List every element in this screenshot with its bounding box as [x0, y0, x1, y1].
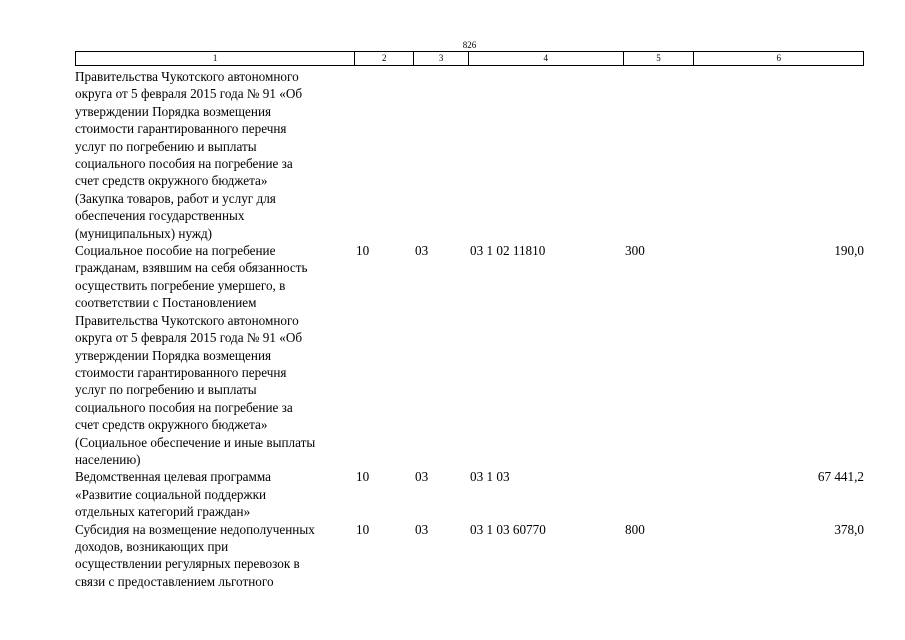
expense-type-code — [624, 68, 695, 242]
subsection-code: 03 — [415, 243, 429, 259]
amount-value: 67 441,2 — [817, 469, 864, 485]
description-line: (муниципальных) нужд) — [75, 225, 213, 241]
description-line: стоимости гарантированного перечня — [75, 121, 287, 137]
description-line: обеспечения государственных — [75, 208, 245, 224]
description-line: услуг по погребению и выплаты — [75, 382, 257, 398]
row-description — [75, 242, 355, 468]
description-line: осуществлении регулярных перевозок в — [75, 556, 300, 572]
table-row — [75, 242, 864, 468]
table-body — [75, 68, 864, 590]
description-line: (Закупка товаров, работ и услуг для — [75, 190, 276, 206]
description-line: Социальное пособие на погребение — [75, 243, 276, 259]
table-row — [75, 468, 864, 520]
target-article-code: 03 1 02 11810 — [470, 243, 546, 259]
description-line: доходов, возникающих при — [75, 538, 229, 554]
subsection-code: 03 — [415, 521, 429, 537]
description-line: соответствии с Постановлением — [75, 295, 257, 311]
description-line: населению) — [75, 451, 141, 467]
amount-value: 378,0 — [834, 521, 864, 537]
description-line: «Развитие социальной поддержки — [75, 486, 267, 502]
subsection-code — [414, 68, 469, 242]
expense-type-code — [624, 468, 695, 520]
section-code — [355, 68, 414, 242]
description-line: Субсидия на возмещение недополученных — [75, 521, 315, 537]
description-line: счет средств окружного бюджета» — [75, 417, 268, 433]
amount-value — [695, 68, 864, 242]
description-line: услуг по погребению и выплаты — [75, 138, 257, 154]
expense-type-code: 800 — [625, 521, 645, 537]
description-line: Правительства Чукотского автономного — [75, 312, 299, 328]
header-col-3: 3 — [414, 52, 469, 65]
description-line: Правительства Чукотского автономного — [75, 69, 299, 84]
header-col-2: 2 — [355, 52, 414, 65]
table-row — [75, 68, 864, 242]
section-code: 10 — [356, 521, 370, 537]
description-line: утверждении Порядка возмещения — [75, 103, 272, 119]
target-article-code: 03 1 03 — [470, 469, 510, 485]
description-line: осуществить погребение умершего, в — [75, 277, 286, 293]
description-line: гражданам, взявшим на себя обязанность — [75, 260, 308, 276]
description-line: стоимости гарантированного перечня — [75, 364, 287, 380]
table-row — [75, 521, 864, 591]
header-col-4: 4 — [469, 52, 624, 65]
header-col-5: 5 — [624, 52, 695, 65]
expense-type-code: 300 — [625, 243, 645, 259]
description-line: утверждении Порядка возмещения — [75, 347, 272, 363]
target-article-code — [469, 68, 624, 242]
description-line: Ведомственная целевая программа — [75, 469, 271, 485]
target-article-code: 03 1 03 60770 — [470, 521, 546, 537]
subsection-code: 03 — [415, 469, 429, 485]
section-code: 10 — [356, 243, 370, 259]
table-header-row — [75, 51, 864, 66]
row-description — [75, 468, 355, 520]
description-line: социального пособия на погребение за — [75, 156, 293, 172]
description-line: округа от 5 февраля 2015 года № 91 «Об — [75, 330, 303, 346]
header-col-1: 1 — [76, 52, 355, 65]
amount-value: 190,0 — [834, 243, 864, 259]
description-line: отдельных категорий граждан» — [75, 504, 251, 520]
description-line: счет средств окружного бюджета» — [75, 173, 268, 189]
row-description — [75, 68, 355, 242]
row-description — [75, 521, 355, 591]
description-line: (Социальное обеспечение и иные выплаты — [75, 434, 316, 450]
description-line: округа от 5 февраля 2015 года № 91 «Об — [75, 86, 303, 102]
page-number: 826 — [462, 40, 477, 50]
description-line: связи с предоставлением льготного — [75, 573, 274, 589]
header-col-6: 6 — [776, 53, 781, 63]
section-code: 10 — [356, 469, 370, 485]
description-line: социального пособия на погребение за — [75, 399, 293, 415]
